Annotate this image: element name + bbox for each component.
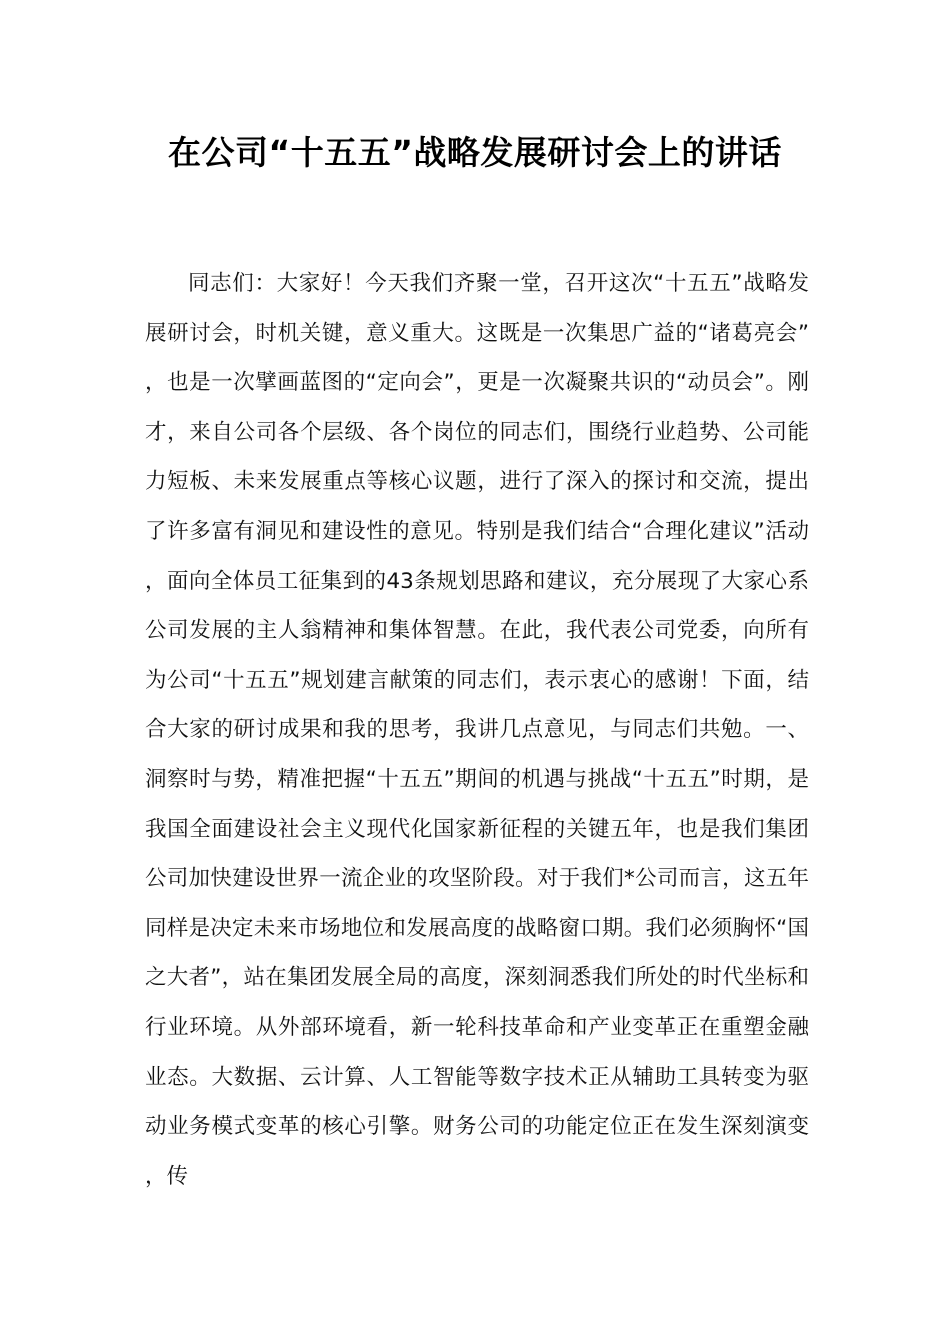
document-body-paragraph: 同志们：大家好！今天我们齐聚一堂，召开这次“十五五”战略发展研讨会，时机关键，意义重大。这既是一次集思广益的“诸葛亮会”，也是一次擘画蓝图的“定向会”，更是一次凝聚共识的“动员会”。刚才，来自公司各个层级、各个岗位的同志们，围绕行业趋势、公司能力短板、未来发展重点等核心议题，进行了深入的探讨和交流，提出了许多富有洞见和建设性的意见。特别是我们结合“合理化建议”活动，面向全体员工征集到的43条规划思路和建议，充分展现了大家心系公司发展的主人翁精神和集体智慧。在此，我代表公司党委，向所有为公司“十五五”规划建言献策的同志们，表示衷心的感谢！下面，结合大家的研讨成果和我的思考，我讲几点意见，与同志们共勉。一、洞察时与势，精准把握“十五五”期间的机遇与挑战“十五五”时期，是我国全面建设社会主义现代化国家新征程的关键五年，也是我们集团公司加快建设世界一流企业的攻坚阶段。对于我们*公司而言，这五年同样是决定未来市场地位和发展高度的战略窗口期。我们必须胸怀“国之大者”，站在集团发展全局的高度，深刻洞悉我们所处的时代坐标和行业环境。从外部环境看，新一轮科技革命和产业变革正在重塑金融业态。大数据、云计算、人工智能等数字技术正从辅助工具转变为驱动业务模式变革的核心引擎。财务公司的功能定位正在发生深刻演变，传 <box>145 271 809 1189</box>
document-title: 在公司“十五五”战略发展研讨会上的讲话 <box>168 133 782 172</box>
